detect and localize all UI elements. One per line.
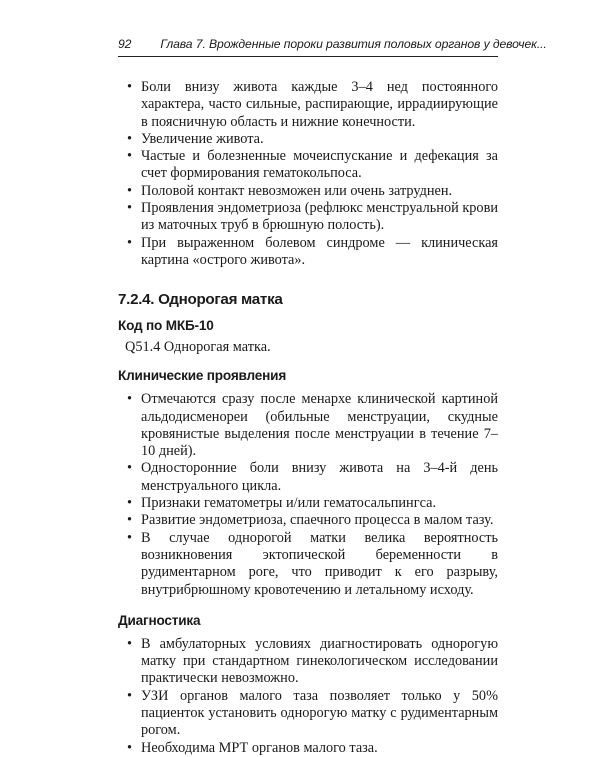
list-item: • В амбулаторных условиях диагностировать однорогую матку при стандартном гинекологическом исследовании практически невозможно.	[118, 636, 498, 688]
clinical-heading: Клинические проявления	[118, 368, 287, 384]
list-item: • Увеличение живота.	[118, 131, 498, 148]
list-item: • Половой контакт невозможен или очень затруднен.	[118, 183, 498, 200]
list-item: • В случае однорогой матки велика вероятность возникновения эктопической беременности в рудиментарном роге, что приводит к его разрыву, внутрибрюшному кровотечению и летальному исходу.	[118, 530, 498, 599]
running-head	[118, 37, 547, 57]
chapter-title: Глава 7. Врожденные пороки развития половых органов у девочек...	[160, 37, 547, 51]
list-item: • Развитие эндометриоза, спаечного процесса в малом тазу.	[118, 512, 498, 529]
diagnostics-list	[118, 636, 498, 757]
page-number: 92	[118, 37, 132, 51]
list-item: • Признаки гематометры и/или гематосальпингса.	[118, 495, 498, 512]
list-item: • Односторонние боли внизу живота на 3–4-й день менструального цикла.	[118, 460, 498, 495]
list-item: • Проявления эндометриоза (рефлюкс менструальной крови из маточных труб в брюшную полость).	[118, 200, 498, 235]
list-item: • Отмечаются сразу после менархе клинической картиной альдодисменореи (обильные менструации, скудные кровянистые выделения после менструации в течение 7–10 дней).	[118, 391, 498, 460]
section-title: 7.2.4. Однорогая матка	[118, 291, 283, 309]
symptoms-list	[118, 79, 498, 269]
icd-code-line: Q51.4 Однорогая матка.	[125, 339, 271, 356]
book-page	[118, 37, 547, 757]
clinical-list	[118, 391, 498, 599]
diagnostics-heading: Диагностика	[118, 612, 201, 628]
list-item: • Частые и болезненные мочеиспускание и дефекация за счет формирования гематокольпоса.	[118, 148, 498, 183]
list-item: • При выраженном болевом синдроме — клиническая картина «острого живота».	[118, 235, 498, 270]
list-item: • УЗИ органов малого таза позволяет только у 50% пациенток установить однорогую матку с рудиментарным рогом.	[118, 688, 498, 740]
list-item: • Боли внизу живота каждые 3–4 нед постоянного характера, часто сильные, распирающие, иррадиирующие в поясничную область и нижние конечности.	[118, 79, 498, 131]
icd-code-heading: Код по МКБ-10	[118, 318, 214, 334]
list-item: • Необходима МРТ органов малого таза.	[118, 740, 498, 757]
